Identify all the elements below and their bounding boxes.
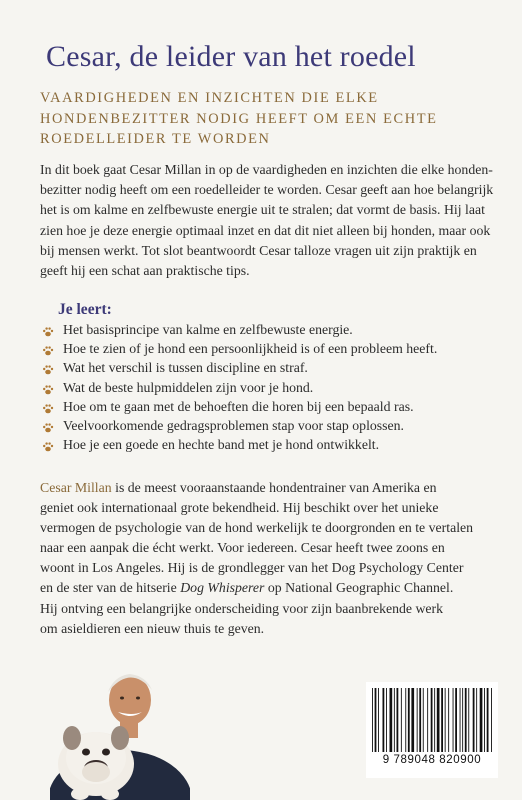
bio-line: om asieldieren een nieuw thuis te geven.	[40, 620, 265, 636]
barcode-bar	[455, 688, 457, 752]
barcode-bar	[445, 688, 446, 752]
show-title: Dog Whisperer	[180, 580, 265, 596]
bio-text: is de meest vooraanstaande hondentrainer van Amerika en	[111, 480, 437, 495]
barcode-bar	[448, 688, 449, 752]
barcode-bar	[390, 688, 393, 752]
bio-line: Hij ontving een belangrijke onderscheiding voor zijn baanbrekende werk	[40, 600, 444, 616]
barcode-bar	[423, 688, 424, 752]
barcode-bar	[437, 688, 440, 752]
subtitle-line: VAARDIGHEDEN EN INZICHTEN DIE ELKE	[40, 90, 379, 106]
barcode-bar	[460, 688, 461, 752]
list-item-text: Wat het verschil is tussen discipline en straf.	[63, 360, 308, 376]
barcode	[366, 682, 498, 778]
barcode-bar	[465, 688, 467, 752]
author-photo	[50, 660, 190, 800]
barcode-bar	[408, 688, 410, 752]
barcode-bar	[441, 688, 443, 752]
barcode-bar	[473, 688, 475, 752]
barcode-bar	[417, 688, 418, 752]
intro-line: bezitter nodig heeft om een roedelleider te worden. Cesar geeft aan hoe belangrijk	[40, 182, 494, 198]
barcode-bar	[411, 688, 414, 752]
intro-line: In dit boek gaat Cesar Millan in op de vaardigheden en inzichten die elke honden-	[40, 162, 493, 177]
barcode-bar	[383, 688, 385, 752]
barcode-bar	[487, 688, 489, 752]
paw-icon	[42, 343, 54, 355]
learn-list	[42, 320, 502, 454]
book-title: Cesar, de leider van het roedel	[46, 40, 416, 73]
intro-line: bij mensen werkt. Tot slot beantwoordt Cesar talloze vragen uit zijn praktijk en	[40, 242, 477, 258]
subtitle-line: HONDENBEZITTER NODIG HEEFT OM EEN ECHTE	[40, 110, 438, 127]
barcode-bar	[401, 688, 402, 752]
bio-line: naar een aanpak die écht werkt. Voor iedereen. Cesar heeft twee zoons en	[40, 540, 445, 556]
list-item	[42, 320, 502, 339]
barcode-bar	[468, 688, 469, 752]
barcode-bar	[378, 688, 379, 752]
barcode-bar	[419, 688, 421, 752]
list-item	[42, 397, 502, 416]
intro-line: geeft hij een schat aan praktische tips.	[40, 263, 250, 279]
paw-icon	[42, 439, 54, 451]
list-item	[42, 435, 502, 454]
barcode-bar	[462, 688, 463, 752]
paw-icon	[42, 420, 54, 432]
list-item	[42, 378, 502, 397]
bio-line: geniet ook internationaal grote bekendheid. Hij beschikt over het unieke	[40, 500, 439, 516]
barcode-bar	[431, 688, 433, 752]
barcode-bar	[480, 688, 483, 752]
barcode-bar	[453, 688, 454, 752]
paw-icon	[42, 382, 54, 394]
author-bio	[40, 478, 490, 639]
bio-line	[40, 478, 490, 498]
bio-line: vermogen de psychologie van de hond werkelijk te doorgronden en te vertalen	[40, 520, 474, 536]
paw-icon	[42, 401, 54, 413]
intro-line: zien hoe je deze energie optimaal inzet en dat dit niet alleen bij honden, maar ook	[40, 222, 491, 238]
list-item	[42, 339, 502, 358]
list-item-text: Hoe om te gaan met de behoeften die horen bij een bepaald ras.	[63, 398, 414, 414]
author-name: Cesar Millan	[40, 480, 112, 495]
bio-text: op National Geographic Channel.	[264, 580, 454, 596]
barcode-bar	[394, 688, 395, 752]
barcode-bar	[405, 688, 406, 752]
isbn-number: 9 789048 820900	[382, 754, 482, 766]
bio-line	[40, 578, 490, 598]
intro-paragraph	[40, 160, 494, 281]
barcode-bar	[434, 688, 435, 752]
barcode-bar	[427, 688, 428, 752]
paw-icon	[42, 362, 54, 374]
barcode-bar	[372, 688, 373, 752]
barcode-bars	[370, 688, 494, 752]
barcode-bar	[491, 688, 492, 752]
paw-icon	[42, 324, 54, 336]
bio-line: woont in Los Angeles. Hij is de grondlegger van het Dog Psychology Center	[40, 560, 464, 576]
subtitle-line: ROEDELLEIDER TE WORDEN	[40, 131, 271, 147]
barcode-bar	[397, 688, 399, 752]
intro-line: het is om kalme en zelfbewuste energie uit te stralen; dat vormt de basis. Hij laat	[40, 202, 485, 218]
barcode-bar	[375, 688, 377, 752]
list-item-text: Veelvoorkomende gedragsproblemen stap voor stap oplossen.	[63, 418, 405, 434]
learn-heading: Je leert:	[58, 301, 112, 318]
list-item	[42, 358, 502, 377]
list-item-text: Wat de beste hulpmiddelen zijn voor je hond.	[63, 379, 314, 395]
list-item	[42, 416, 502, 435]
bio-text: en de ster van de hitserie	[40, 580, 181, 596]
list-item-text: Hoe te zien of je hond een persoonlijkheid is of een probleem heeft.	[63, 341, 438, 357]
barcode-bar	[476, 688, 477, 752]
barcode-bar	[484, 688, 485, 752]
barcode-bar	[386, 688, 387, 752]
subtitle	[40, 88, 490, 150]
list-item-text: Het basisprincipe van kalme en zelfbewuste energie.	[63, 322, 353, 337]
list-item-text: Hoe je een goede en hechte band met je hond ontwikkelt.	[63, 437, 380, 453]
